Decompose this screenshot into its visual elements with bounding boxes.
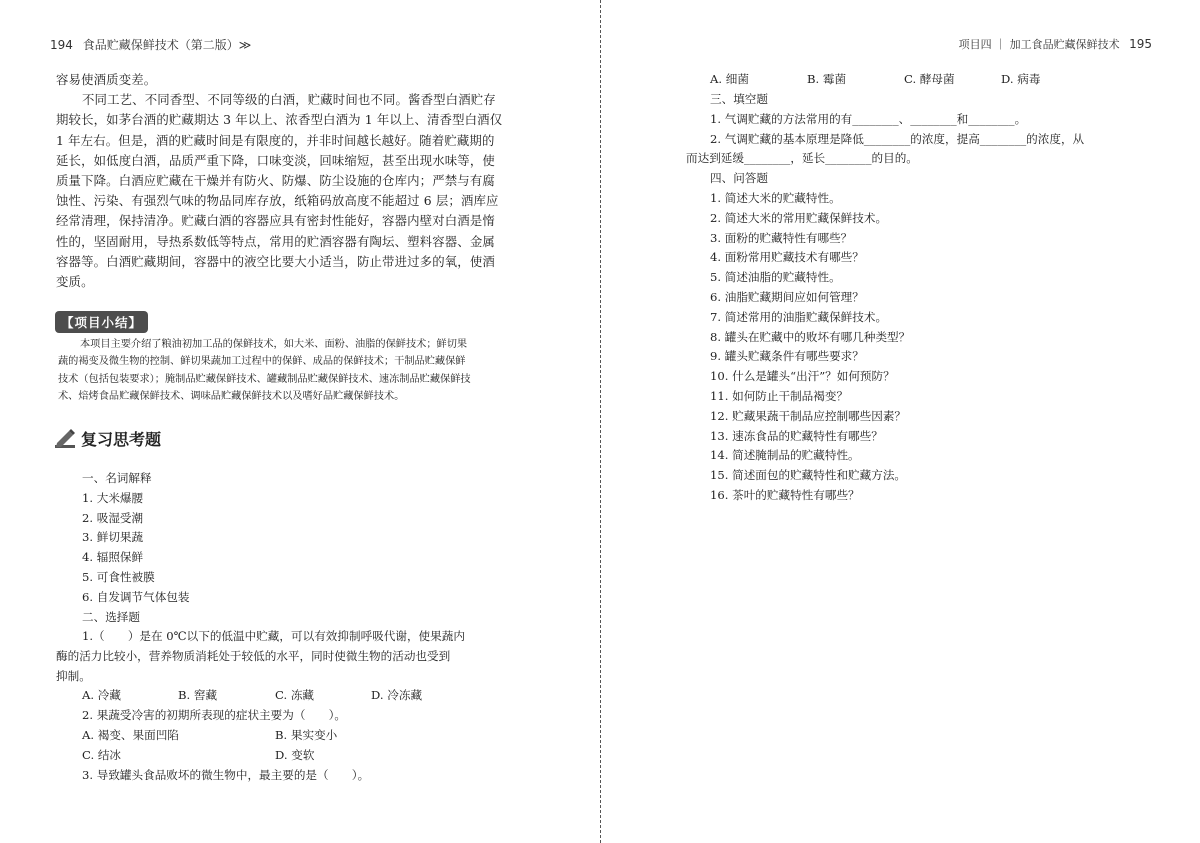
- review-section-4: [710, 189, 910, 506]
- fill-question: 而达到延缓________，延长________的目的。: [686, 151, 918, 166]
- list-item: 12. 贮藏果蔬干制品应控制哪些因素？: [710, 408, 907, 423]
- options-row: [56, 686, 465, 706]
- summary-line: 技术（包括包装要求）；腌制品贮藏保鲜技术、罐藏制品贮藏保鲜技术、速冻制品贮藏保鲜技: [58, 373, 471, 385]
- list-item: 1. 大米爆腰: [82, 490, 144, 505]
- body-line: 变质。: [56, 274, 94, 290]
- list-item: 4. 辐照保鲜: [82, 550, 144, 565]
- list-item: 7. 简述常用的油脂贮藏保鲜技术。: [710, 309, 888, 324]
- summary-line: 本项目主要介绍了粮油初加工品的保鲜技术，如大米、面粉、油脂的保鲜技术；鲜切果: [80, 339, 468, 350]
- list-item: 1. 简述大米的贮藏特性。: [710, 191, 841, 205]
- option: B. 窖藏: [178, 688, 218, 703]
- section-title: 二、选择题: [82, 609, 140, 624]
- list-item: 4. 面粉常用贮藏技术有哪些？: [710, 250, 864, 265]
- section-title: 四、问答题: [710, 171, 768, 186]
- summary-text: [58, 336, 520, 406]
- section-title: 三、填空题: [710, 92, 768, 106]
- body-line: 1 年左右。但是，酒的贮藏时间是有限度的，并非时间越长越好。随着贮藏期的: [56, 132, 495, 148]
- chapter-title: 项目四 ｜ 加工食品贮藏保鲜技术: [958, 38, 1120, 51]
- section-title: 一、名词解释: [82, 471, 152, 485]
- list-item: 3. 鲜切果蔬: [82, 530, 144, 545]
- q3-options: [710, 70, 1040, 90]
- options-row: [710, 70, 1040, 90]
- body-text: [56, 70, 502, 292]
- left-page-header: [50, 36, 251, 53]
- option: C. 酵母菌: [904, 72, 955, 86]
- list-item: 5. 简述油脂的贮藏特性。: [710, 270, 841, 285]
- list-item: 3. 面粉的贮藏特性有哪些？: [710, 230, 853, 245]
- list-item: 15. 简述面包的贮藏特性和贮藏方法。: [710, 468, 907, 483]
- option: B. 霉菌: [807, 72, 847, 86]
- question-1: [56, 627, 465, 785]
- question-line: 1.（ ）是在 0℃以下的低温中贮藏，可以有效抑制呼吸代谢，使果蔬内: [82, 629, 465, 643]
- body-line: 经常清理，保持清净。贮藏白酒的容器应具有密封性能好，容器内壁对白酒是惰: [56, 213, 495, 229]
- fill-question: 1. 气调贮藏的方法常用的有________、________和________。: [710, 111, 1027, 126]
- question-line: 酶的活力比较小，营养物质消耗处于较低的水平，同时使微生物的活动也受到: [56, 648, 451, 663]
- pencil-icon: [54, 429, 76, 449]
- option: A. 冷藏: [82, 688, 121, 703]
- review-title: 复习思考题: [81, 430, 162, 449]
- options-row: [56, 746, 465, 766]
- option: D. 冷冻藏: [371, 688, 423, 703]
- summary-line: 术、焙烤食品贮藏保鲜技术、调味品贮藏保鲜技术以及嗜好品贮藏保鲜技术。: [58, 391, 405, 403]
- list-item: 2. 简述大米的常用贮藏保鲜技术。: [710, 210, 888, 225]
- list-item: 13. 速冻食品的贮藏特性有哪些？: [710, 428, 883, 443]
- body-line: 延长，如低度白酒，品质严重下降，口味变淡，回味缩短，甚至出现水味等，使: [56, 152, 495, 168]
- option: C. 结冰: [82, 747, 122, 762]
- page-number: 194: [50, 38, 73, 52]
- list-item: 2. 吸湿受潮: [82, 510, 144, 525]
- option: D. 变软: [275, 747, 315, 762]
- list-item: 5. 可食性被膜: [82, 569, 155, 584]
- review-heading: [54, 427, 161, 450]
- body-line: 期较长，如茅台酒的贮藏期达 3 年以上、浓香型白酒为 1 年以上、清香型白酒仅: [56, 112, 503, 128]
- summary-tag: 【项目小结】: [55, 311, 148, 333]
- review-section-3: [686, 90, 1084, 189]
- book-title: 食品贮藏保鲜技术（第二版）≫: [82, 38, 252, 52]
- review-section-1: [82, 469, 190, 627]
- option: B. 果实变小: [275, 727, 338, 742]
- option: A. 细菌: [710, 72, 749, 86]
- body-line: 性的，坚固耐用，导热系数低等特点，常用的贮酒容器有陶坛、塑料容器、金属: [56, 233, 495, 249]
- question-line: 3. 导致罐头食品败坏的微生物中，最主要的是（ ）。: [82, 767, 370, 782]
- list-item: 6. 油脂贮藏期间应如何管理？: [710, 289, 864, 304]
- question-line: 2. 果蔬受冷害的初期所表现的症状主要为（ ）。: [82, 708, 347, 723]
- body-line: 不同工艺、不同香型、不同等级的白酒，贮藏时间也不同。酱香型白酒贮存: [82, 92, 496, 108]
- body-line: 容易使酒质变差。: [56, 72, 157, 87]
- list-item: 9. 罐头贮藏条件有哪些要求？: [710, 349, 864, 364]
- list-item: 11. 如何防止干制品褐变？: [710, 388, 849, 403]
- list-item: 14. 简述腌制品的贮藏特性。: [710, 448, 860, 463]
- option: C. 冻藏: [275, 688, 315, 703]
- list-item: 6. 自发调节气体包装: [82, 589, 190, 604]
- options-row: [56, 726, 465, 746]
- body-line: 容器等。白酒贮藏期间，容器中的液空比要大小适当，防止带进过多的氧，使酒: [56, 253, 495, 269]
- fill-question: 2. 气调贮藏的基本原理是降低________的浓度，提高________的浓度，从: [710, 131, 1085, 146]
- body-line: 蚀性、污染、有强烈气味的物品同库存放，纸箱码放高度不能超过 6 层；酒库应: [56, 193, 499, 209]
- list-item: 16. 茶叶的贮藏特性有哪些？: [710, 487, 860, 502]
- page-number: 195: [1129, 37, 1152, 51]
- option: A. 褐变、果面凹陷: [82, 727, 179, 742]
- list-item: 8. 罐头在贮藏中的败坏有哪几种类型？: [710, 329, 911, 344]
- body-line: 质量下降。白酒应贮藏在干燥并有防火、防爆、防尘设施的仓库内；严禁与有腐: [56, 173, 495, 189]
- right-page-header: [959, 36, 1152, 52]
- list-item: 10. 什么是罐头“出汗”？如何预防？: [710, 369, 895, 384]
- question-line: 抑制。: [56, 668, 91, 683]
- option: D. 病毒: [1001, 72, 1041, 86]
- right-page: [600, 0, 1200, 843]
- summary-line: 蔬的褐变及微生物的控制、鲜切果蔬加工过程中的保鲜、成品的保鲜技术；干制品贮藏保鲜: [58, 356, 466, 368]
